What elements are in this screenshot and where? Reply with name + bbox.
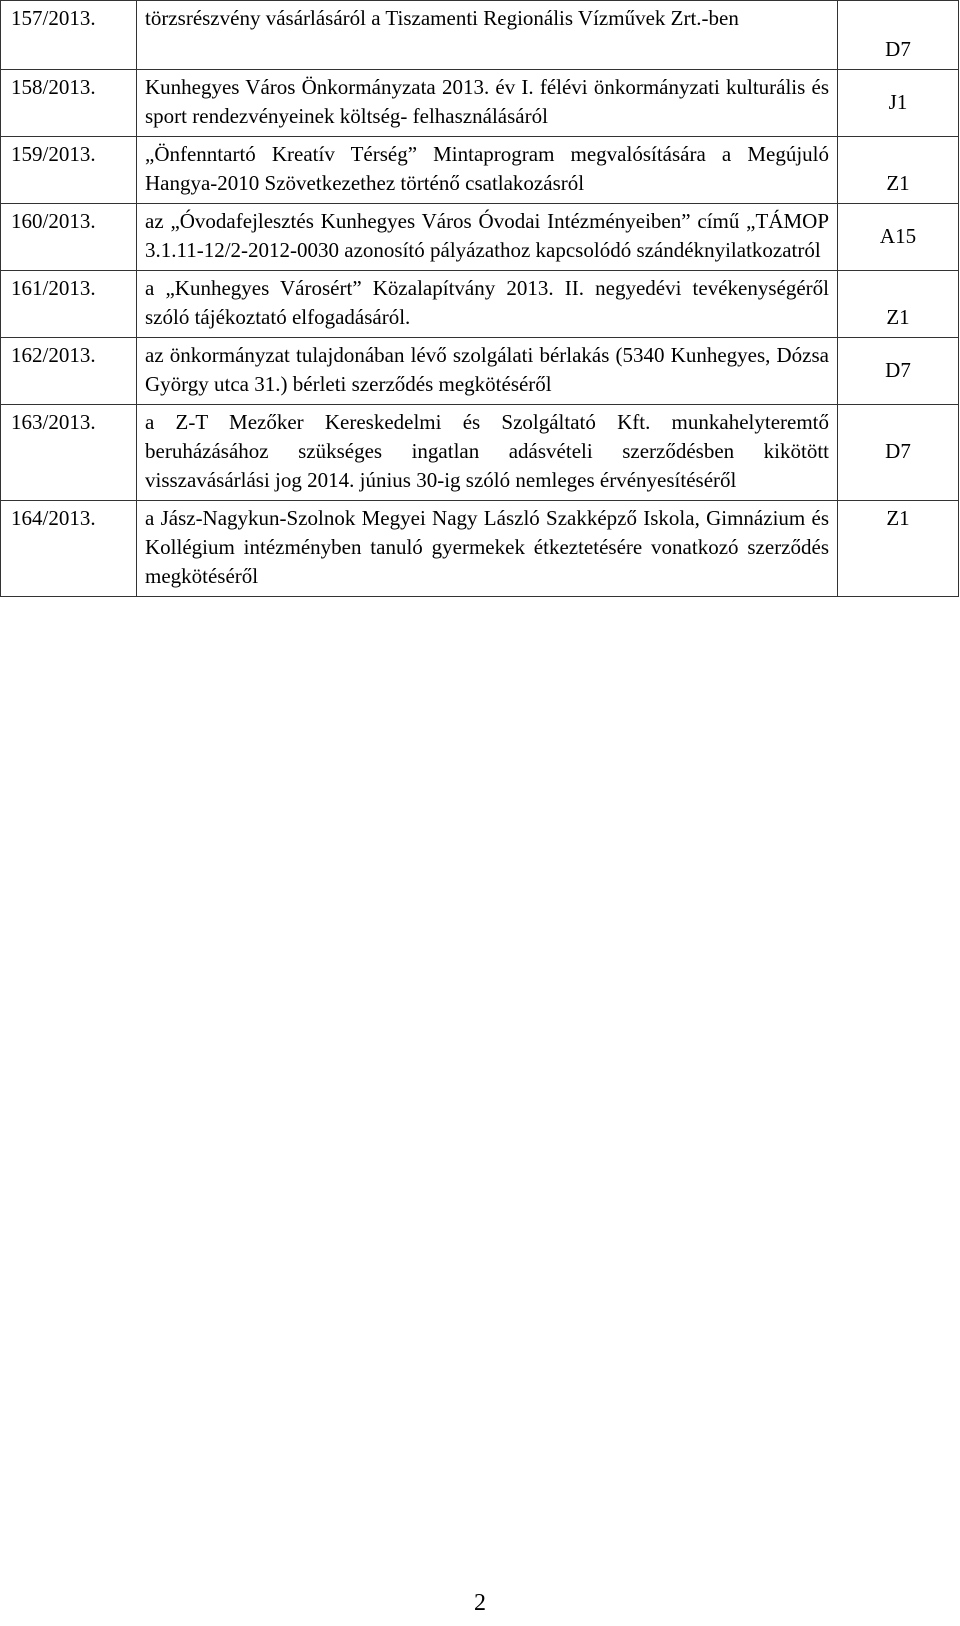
resolution-code: Z1 [838, 501, 959, 597]
resolution-code: Z1 [838, 271, 959, 338]
resolution-number: 161/2013. [1, 271, 137, 338]
resolution-text: Kunhegyes Város Önkormányzata 2013. év I. félévi önkormányzati kulturális és sport rendezvényeinek költség- felhasználásáról [137, 70, 838, 137]
resolution-text: törzsrészvény vásárlásáról a Tiszamenti Regionális Vízművek Zrt.-ben [137, 1, 838, 70]
table-row [1, 405, 959, 501]
resolution-number: 158/2013. [1, 70, 137, 137]
resolution-text: „Önfenntartó Kreatív Térség” Mintaprogram megvalósítására a Megújuló Hangya-2010 Szövetkezethez történő csatlakozásról [137, 137, 838, 204]
table-row [1, 1, 959, 70]
resolution-code: A15 [838, 204, 959, 271]
resolution-text: a Z-T Mezőker Kereskedelmi és Szolgáltató Kft. munkahelyteremtő beruházásához szükséges ingatlan adásvételi szerződésben kikötött visszavásárlási jog 2014. június 30-ig szóló nemleges érvényesítéséről [137, 405, 838, 501]
resolution-code: D7 [838, 1, 959, 70]
resolution-text: az önkormányzat tulajdonában lévő szolgálati bérlakás (5340 Kunhegyes, Dózsa György utca 31.) bérleti szerződés megkötéséről [137, 338, 838, 405]
resolution-number: 164/2013. [1, 501, 137, 597]
table-row [1, 204, 959, 271]
resolution-number: 160/2013. [1, 204, 137, 271]
table-row [1, 271, 959, 338]
resolution-text: a Jász-Nagykun-Szolnok Megyei Nagy László Szakképző Iskola, Gimnázium és Kollégium intézményben tanuló gyermekek étkeztetésére vonatkozó szerződés megkötéséről [137, 501, 838, 597]
resolution-number: 163/2013. [1, 405, 137, 501]
resolution-code: Z1 [838, 137, 959, 204]
table-row [1, 338, 959, 405]
resolution-text: az „Óvodafejlesztés Kunhegyes Város Óvodai Intézményeiben” című „TÁMOP 3.1.11-12/2-2012-0030 azonosító pályázathoz kapcsolódó szándéknyilatkozatról [137, 204, 838, 271]
page-number: 2 [474, 1590, 486, 1616]
table-row [1, 70, 959, 137]
table-row [1, 501, 959, 597]
table-row [1, 137, 959, 204]
resolution-code: J1 [838, 70, 959, 137]
resolution-number: 162/2013. [1, 338, 137, 405]
resolutions-table [0, 0, 959, 597]
resolution-number: 159/2013. [1, 137, 137, 204]
resolution-code: D7 [838, 338, 959, 405]
resolution-number: 157/2013. [1, 1, 137, 70]
resolution-code: D7 [838, 405, 959, 501]
resolution-text: a „Kunhegyes Városért” Közalapítvány 2013. II. negyedévi tevékenységéről szóló tájékoztató elfogadásáról. [137, 271, 838, 338]
